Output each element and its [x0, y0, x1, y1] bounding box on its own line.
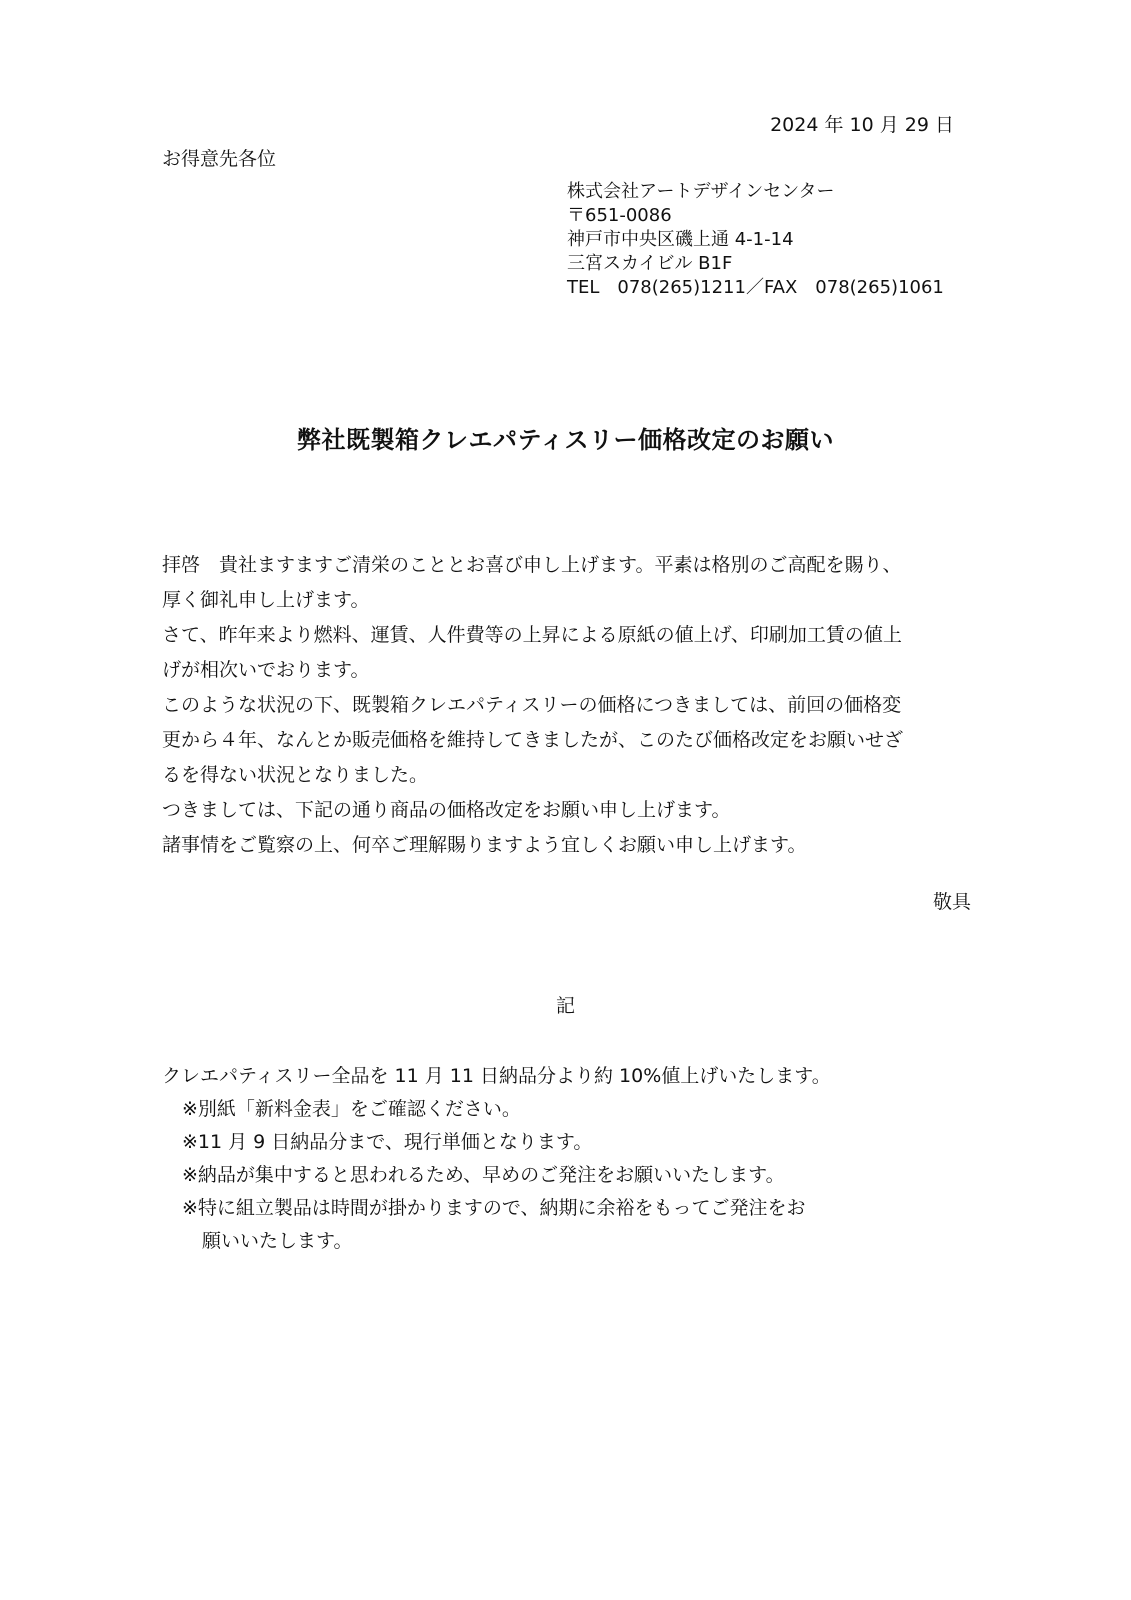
notice-note: ※納品が集中すると思われるため、早めのご発注をお願いいたします。: [182, 1164, 785, 1186]
notice-note: ※11 月 9 日納品分まで、現行単価となります。: [182, 1131, 593, 1153]
body-line: げが相次いでおります。: [162, 659, 370, 681]
sender-building: 三宮スカイビル B1F: [567, 253, 733, 274]
body-line: 諸事情をご覧察の上、何卒ご理解賜りますよう宜しくお願い申し上げます。: [162, 834, 807, 856]
notice-block: [162, 1060, 831, 1258]
notice-note: ※特に組立製品は時間が掛かりますので、納期に余裕をもってご発注をお: [182, 1197, 806, 1219]
notice-note: ※別紙「新料金表」をご確認ください。: [182, 1098, 521, 1120]
sender-postal-code: 〒651-0086: [567, 205, 672, 226]
recipient: お得意先各位: [162, 148, 277, 170]
ki-heading: 記: [555, 995, 575, 1017]
letter-body: [162, 548, 972, 863]
document-date: 2024 年 10 月 29 日: [770, 114, 954, 136]
sender-company: 株式会社アートデザインセンター: [567, 181, 835, 202]
body-line: 更から４年、なんとか販売価格を維持してきましたが、このたび価格改定をお願いせざ: [162, 729, 904, 751]
body-line: このような状況の下、既製箱クレエパティスリーの価格につきましては、前回の価格変: [162, 694, 902, 716]
body-line: るを得ない状況となりました。: [162, 764, 429, 786]
sender-block: [567, 180, 944, 300]
sender-contact: TEL 078(265)1211／FAX 078(265)1061: [567, 277, 944, 298]
notice-main: クレエパティスリー全品を 11 月 11 日納品分より約 10%値上げいたします。: [162, 1065, 831, 1087]
sender-address: 神戸市中央区磯上通 4-1-14: [567, 229, 794, 250]
body-line: さて、昨年来より燃料、運賃、人件費等の上昇による原紙の値上げ、印刷加工賃の値上: [162, 624, 902, 646]
document-title: 弊社既製箱クレエパティスリー価格改定のお願い: [296, 426, 835, 454]
body-line: つきましては、下記の通り商品の価格改定をお願い申し上げます。: [162, 799, 731, 821]
body-line: 拝啓 貴社ますますご清栄のこととお喜び申し上げます。平素は格別のご高配を賜り、: [162, 554, 902, 576]
body-line: 厚く御礼申し上げます。: [162, 589, 370, 611]
closing-keigu: 敬具: [932, 891, 971, 913]
notice-note-continuation: 願いいたします。: [202, 1230, 353, 1252]
